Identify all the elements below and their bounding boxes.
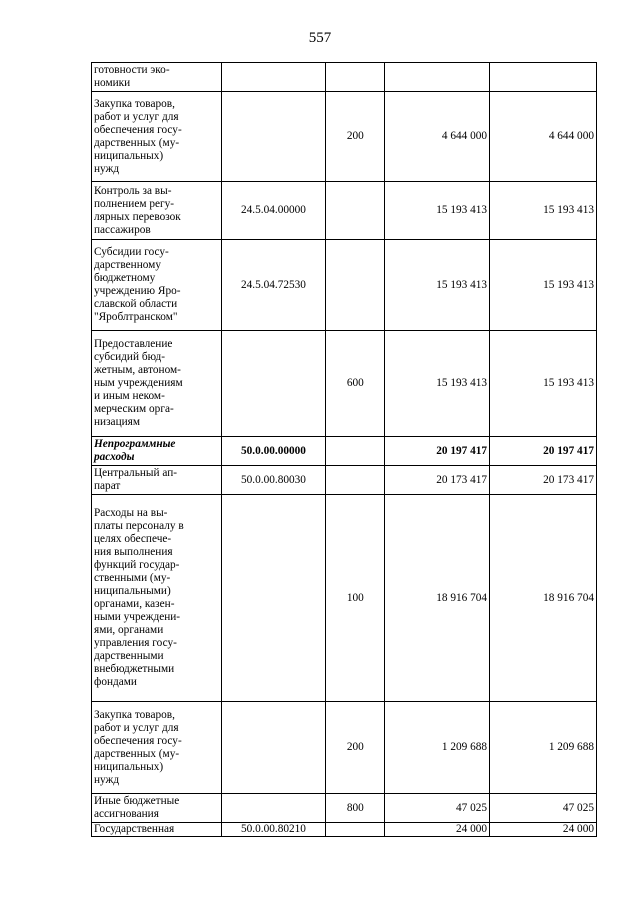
expense-name-line: славской области — [94, 298, 178, 310]
expense-name-line: субсидий бюд- — [94, 351, 165, 363]
expense-name-cell — [92, 702, 222, 794]
expense-name-line: пассажиров — [94, 223, 151, 236]
expense-name-cell — [92, 331, 222, 437]
expense-name-line: ями, органами — [94, 624, 164, 636]
target-article-cell — [221, 63, 326, 92]
expense-name-line: бюджетному — [94, 272, 156, 284]
amount-cell: 47 025 — [490, 794, 597, 823]
amount-cell: 24 000 — [385, 823, 490, 837]
expense-type-cell: 200 — [326, 702, 385, 794]
expense-name-line: функций государ- — [94, 559, 180, 571]
expense-name-line: учреждению Яро- — [94, 285, 181, 297]
table-row — [92, 182, 597, 240]
table-row — [92, 702, 597, 794]
table-row — [92, 437, 597, 466]
table-row — [92, 63, 597, 92]
expense-type-cell — [326, 437, 385, 466]
amount-cell: 15 193 413 — [490, 331, 597, 437]
expense-name-cell — [92, 794, 222, 823]
expense-name-line: и иным неком- — [94, 390, 165, 402]
target-article-cell: 24.5.04.72530 — [221, 240, 326, 331]
expense-name-line: "Яроблтранском" — [94, 311, 178, 323]
expense-name-line: ниципальными) — [94, 585, 171, 597]
expense-name-line: Государственная — [94, 823, 175, 835]
expense-name-cell — [92, 92, 222, 182]
expense-name-line: управления госу- — [94, 637, 177, 649]
page-number: 557 — [308, 30, 332, 46]
expense-name-line: Предоставление — [94, 338, 173, 350]
amount-cell: 4 644 000 — [490, 92, 597, 182]
budget-table — [91, 62, 597, 837]
expense-name-line: ния выполнения — [94, 546, 173, 558]
expense-name-line: ниципальных) — [94, 760, 164, 773]
target-article-cell — [221, 92, 326, 182]
amount-cell: 20 197 417 — [385, 437, 490, 466]
expense-name-line: работ и услуг для — [94, 110, 179, 123]
amount-cell: 1 209 688 — [385, 702, 490, 794]
target-article-cell — [221, 702, 326, 794]
expense-name-line: лярных перевозок — [94, 210, 181, 223]
expense-name-line: ассигнования — [94, 808, 159, 820]
expense-name-line: дарственных (му- — [94, 747, 180, 760]
expense-name-line: Иные бюджетные — [94, 795, 180, 807]
amount-cell — [385, 63, 490, 92]
expense-name-line: обеспечения госу- — [94, 734, 182, 747]
expense-name-line: жетным, автоном- — [94, 364, 181, 376]
target-article-cell: 24.5.04.00000 — [221, 182, 326, 240]
expense-type-cell — [326, 466, 385, 495]
expense-name-line: Субсидии госу- — [94, 246, 169, 258]
expense-name-line: Непрограммные — [94, 438, 176, 450]
target-article-cell — [221, 495, 326, 702]
amount-cell: 4 644 000 — [385, 92, 490, 182]
amount-cell: 47 025 — [385, 794, 490, 823]
expense-name-line: Центральный ап- — [94, 467, 178, 479]
target-article-cell: 50.0.00.00000 — [221, 437, 326, 466]
amount-cell: 20 173 417 — [490, 466, 597, 495]
expense-name-line: ниципальных) — [94, 149, 164, 162]
expense-type-cell: 600 — [326, 331, 385, 437]
table-row — [92, 331, 597, 437]
amount-cell: 15 193 413 — [490, 240, 597, 331]
expense-name-line: работ и услуг для — [94, 721, 179, 734]
table-row — [92, 240, 597, 331]
expense-name-line: низациям — [94, 416, 141, 428]
target-article-cell — [221, 331, 326, 437]
table-row — [92, 794, 597, 823]
expense-type-cell: 800 — [326, 794, 385, 823]
expense-name-line: ными учреждени- — [94, 611, 181, 623]
amount-cell: 15 193 413 — [385, 240, 490, 331]
expense-name-line: платы персоналу в — [94, 520, 184, 532]
amount-cell: 15 193 413 — [385, 182, 490, 240]
amount-cell: 20 173 417 — [385, 466, 490, 495]
expense-name-line: дарственных (му- — [94, 136, 180, 149]
expense-name-line: обеспечения госу- — [94, 123, 182, 136]
expense-type-cell — [326, 240, 385, 331]
expense-name-line: Расходы на вы- — [94, 507, 168, 519]
expense-name-cell — [92, 182, 222, 240]
table-row — [92, 466, 597, 495]
expense-name-line: расходы — [94, 451, 135, 463]
target-article-cell — [221, 794, 326, 823]
expense-name-cell — [92, 240, 222, 331]
expense-name-line: ственными (му- — [94, 572, 171, 584]
table-row — [92, 495, 597, 702]
expense-name-line: дарственными — [94, 650, 164, 662]
expense-name-line: Закупка товаров, — [94, 97, 175, 110]
expense-name-line: номики — [94, 77, 131, 89]
expense-type-cell — [326, 823, 385, 837]
target-article-cell: 50.0.00.80030 — [221, 466, 326, 495]
expense-name-line: фондами — [94, 676, 137, 688]
table-row — [92, 92, 597, 182]
expense-name-line: готовности эко- — [94, 64, 170, 76]
target-article-cell: 50.0.00.80210 — [221, 823, 326, 837]
expense-name-cell — [92, 823, 222, 837]
expense-name-cell — [92, 495, 222, 702]
expense-name-cell — [92, 63, 222, 92]
amount-cell: 18 916 704 — [490, 495, 597, 702]
amount-cell: 15 193 413 — [490, 182, 597, 240]
amount-cell: 24 000 — [490, 823, 597, 837]
expense-name-line: органами, казен- — [94, 598, 175, 610]
amount-cell: 15 193 413 — [385, 331, 490, 437]
expense-name-line: нужд — [94, 162, 120, 175]
budget-table-body — [92, 63, 597, 837]
expense-name-line: целях обеспече- — [94, 533, 172, 545]
expense-name-line: внебюджетными — [94, 663, 175, 675]
table-row — [92, 823, 597, 837]
expense-name-line: нужд — [94, 773, 120, 786]
expense-name-line: ным учреждениям — [94, 377, 183, 389]
amount-cell: 1 209 688 — [490, 702, 597, 794]
amount-cell: 20 197 417 — [490, 437, 597, 466]
expense-type-cell: 200 — [326, 92, 385, 182]
expense-name-line: дарственному — [94, 259, 161, 271]
expense-name-line: парат — [94, 480, 121, 492]
expense-name-cell — [92, 437, 222, 466]
expense-name-cell — [92, 466, 222, 495]
expense-name-line: мерческим орга- — [94, 403, 174, 415]
amount-cell: 18 916 704 — [385, 495, 490, 702]
expense-type-cell — [326, 182, 385, 240]
expense-type-cell: 100 — [326, 495, 385, 702]
expense-name-line: полнением регу- — [94, 197, 175, 210]
amount-cell — [490, 63, 597, 92]
expense-type-cell — [326, 63, 385, 92]
expense-name-line: Закупка товаров, — [94, 708, 175, 721]
expense-name-line: Контроль за вы- — [94, 184, 172, 197]
